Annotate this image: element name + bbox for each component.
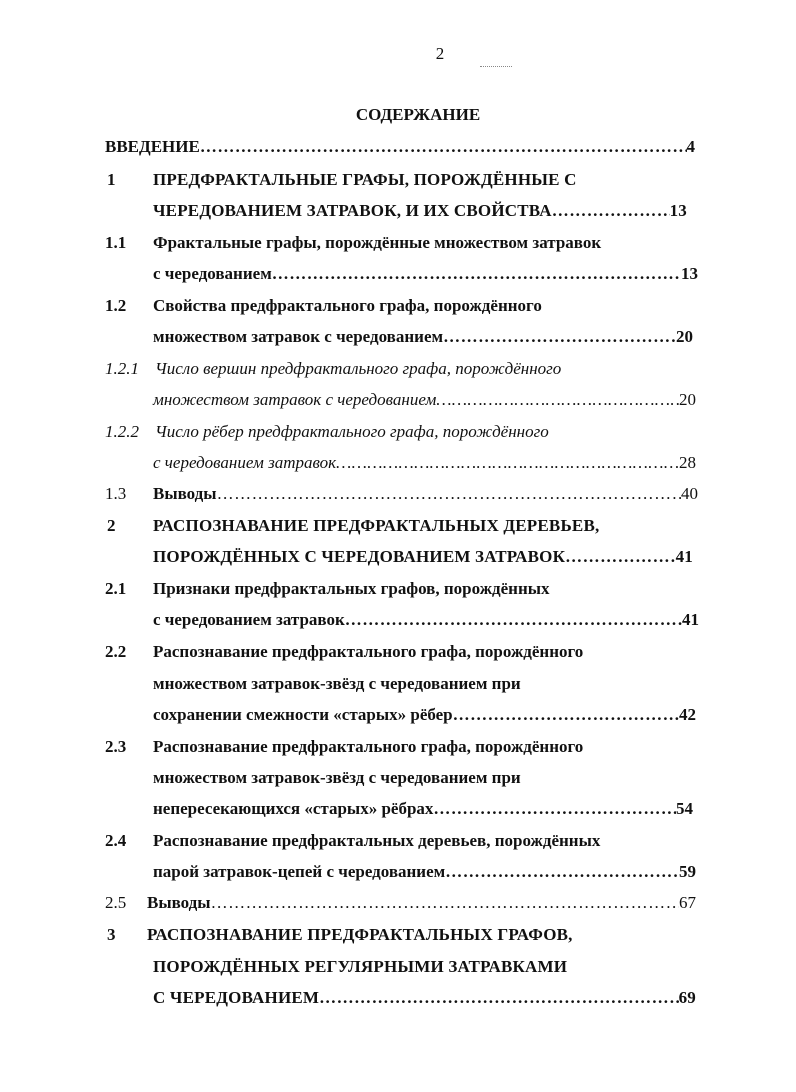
toc-entry-number: 2.2 — [105, 642, 127, 661]
dot-leader — [345, 608, 682, 632]
dot-leader — [436, 388, 679, 412]
toc-entry-text[interactable]: ПОРОЖДЁННЫХ РЕГУЛЯРНЫМИ ЗАТРАВКАМИ — [153, 957, 568, 976]
toc-entry-page: 13 — [681, 264, 698, 283]
toc-entry-page: 67 — [679, 893, 696, 912]
toc-entry-text: ПОРОЖДЁННЫХ С ЧЕРЕДОВАНИЕМ ЗАТРАВОК — [153, 547, 566, 566]
toc-entry-text: Выводы — [147, 893, 211, 912]
toc-entry-text: ЧЕРЕДОВАНИЕМ ЗАТРАВОК, И ИХ СВОЙСТВА — [153, 201, 552, 220]
toc-entry-text: парой затравок-цепей с чередованием — [153, 862, 446, 881]
scan-mark — [480, 66, 512, 67]
toc-title: СОДЕРЖАНИЕ — [355, 105, 481, 124]
toc-entry-text: С ЧЕРЕДОВАНИЕМ — [153, 988, 320, 1007]
page-number: 2 — [435, 44, 445, 63]
toc-entry-page: 41 — [675, 547, 693, 566]
toc-entry-number: 2 — [107, 516, 116, 535]
toc-entry-page: 59 — [679, 862, 696, 881]
toc-entry-number: 3 — [107, 925, 116, 944]
toc-entry-1-3[interactable] — [153, 482, 698, 506]
toc-entry-text[interactable]: Число рёбер предфрактального графа, порождённого — [155, 422, 549, 441]
dot-leader — [453, 703, 679, 727]
toc-entry-1-2[interactable] — [153, 325, 693, 349]
toc-entry-text[interactable]: Число вершин предфрактального графа, порождённого — [155, 359, 562, 378]
toc-entry-number: 2.5 — [105, 893, 127, 912]
toc-entry-number: 1.1 — [105, 233, 127, 252]
toc-entry-page: 20 — [679, 390, 696, 409]
toc-entry-page: 41 — [682, 610, 699, 629]
toc-entry-text[interactable]: множеством затравок-звёзд с чередованием при — [153, 768, 521, 787]
toc-entry-page: 13 — [669, 201, 687, 220]
toc-entry-1-1[interactable] — [153, 262, 698, 286]
toc-entry-text[interactable]: ПРЕДФРАКТАЛЬНЫЕ ГРАФЫ, ПОРОЖДЁННЫЕ С — [153, 170, 577, 189]
toc-entry-2-3[interactable] — [153, 797, 693, 821]
toc-entry-text: непересекающихся «старых» рёбрах — [153, 799, 434, 818]
toc-entry-number: 2.3 — [105, 737, 127, 756]
toc-entry-chapter-3[interactable] — [153, 986, 696, 1010]
toc-entry-page: 54 — [676, 799, 693, 818]
toc-entry-number: 1.2 — [105, 296, 127, 315]
toc-entry-text: сохранении смежности «старых» рёбер — [153, 705, 453, 724]
toc-entry-text[interactable]: Распознавание предфрактального графа, порождённого — [153, 642, 584, 661]
toc-entry-number: 2.1 — [105, 579, 127, 598]
toc-entry-text[interactable]: Свойства предфрактального графа, порождённого — [153, 296, 542, 315]
dot-leader — [272, 262, 681, 286]
toc-entry-text: множеством затравок с чередованием — [153, 390, 437, 409]
toc-entry-1-2-1[interactable] — [153, 388, 696, 412]
toc-entry-number: 1.2.1 — [105, 359, 139, 378]
toc-entry-page: 40 — [681, 484, 698, 503]
toc-entry-2-4[interactable] — [153, 860, 696, 884]
dot-leader — [319, 986, 678, 1010]
toc-entry-number: 2.4 — [105, 831, 127, 850]
toc-entry-text: с чередованием затравок — [153, 453, 337, 472]
dot-leader — [217, 482, 681, 506]
toc-entry-text[interactable]: Распознавание предфрактального графа, порождённого — [153, 737, 584, 756]
toc-entry-page: 20 — [676, 327, 693, 346]
toc-entry-text: с чередованием — [153, 264, 272, 283]
toc-entry-page: 69 — [678, 988, 696, 1007]
toc-entry-text[interactable]: РАСПОЗНАВАНИЕ ПРЕДФРАКТАЛЬНЫХ ГРАФОВ, — [147, 925, 573, 944]
dot-leader — [433, 797, 676, 821]
toc-entry-page: 4 — [686, 137, 695, 156]
toc-entry-text[interactable]: множеством затравок-звёзд с чередованием при — [153, 674, 521, 693]
dot-leader — [565, 545, 675, 569]
toc-entry-number: 1 — [107, 170, 116, 189]
toc-entry-chapter-2[interactable] — [153, 545, 693, 569]
dot-leader — [552, 199, 670, 223]
dot-leader — [445, 860, 679, 884]
toc-entry-chapter-1[interactable] — [153, 199, 687, 223]
dot-leader — [443, 325, 676, 349]
toc-entry-page: 42 — [679, 705, 696, 724]
toc-entry-2-1[interactable] — [153, 608, 699, 632]
toc-entry-text: множеством затравок с чередованием — [153, 327, 444, 346]
toc-entry-number: 1.2.2 — [105, 422, 139, 441]
toc-entry-text: Выводы — [153, 484, 217, 503]
dot-leader — [336, 451, 679, 475]
toc-entry-text[interactable]: Распознавание предфрактальных деревьев, порождённых — [153, 831, 601, 850]
toc-entry-2-2[interactable] — [153, 703, 696, 727]
toc-entry-text: с чередованием затравок — [153, 610, 345, 629]
toc-entry-text[interactable]: Фрактальные графы, порождённые множеством затравок — [153, 233, 602, 252]
toc-entry-page: 28 — [679, 453, 696, 472]
toc-entry-text[interactable]: Признаки предфрактальных графов, порождённых — [153, 579, 550, 598]
toc-entry-text: ВВЕДЕНИЕ — [105, 137, 200, 156]
toc-entry-1-2-2[interactable] — [153, 451, 696, 475]
toc-entry-number: 1.3 — [105, 484, 127, 503]
dot-leader — [211, 891, 679, 915]
toc-entry-2-5[interactable] — [147, 891, 696, 915]
toc-entry-text[interactable]: РАСПОЗНАВАНИЕ ПРЕДФРАКТАЛЬНЫХ ДЕРЕВЬЕВ, — [153, 516, 600, 535]
toc-entry-introduction[interactable] — [105, 135, 695, 159]
dot-leader — [200, 135, 687, 159]
